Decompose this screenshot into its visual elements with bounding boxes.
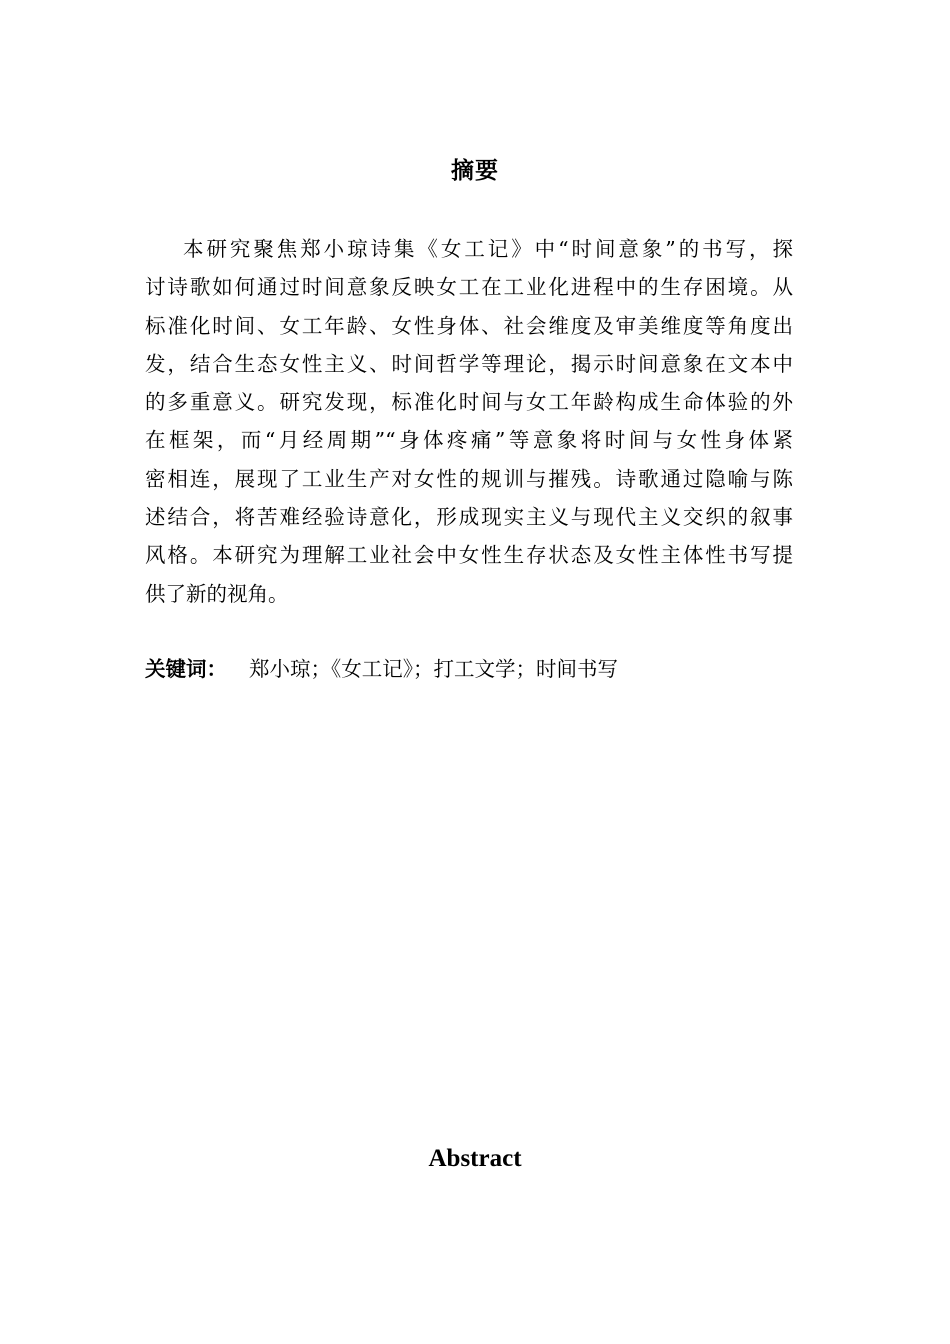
abstract-line: 本研究聚焦郑小琼诗集《女工记》中“时间意象”的书写，探 — [183, 237, 793, 261]
abstract-line: 发，结合生态女性主义、时间哲学等理论，揭示时间意象在文本中 — [145, 351, 793, 376]
abstract-title-cn: 摘要 — [451, 158, 499, 184]
keywords-row — [145, 651, 805, 687]
abstract-title-en: Abstract — [428, 1145, 522, 1172]
keywords-label: 关键词： — [145, 657, 227, 681]
keywords-value: 郑小琼；《女工记》；打工文学；时间书写 — [249, 657, 618, 681]
abstract-line: 在框架，而“月经周期”“身体疼痛”等意象将时间与女性身体紧 — [145, 428, 793, 453]
abstract-body-cn — [145, 230, 793, 613]
abstract-line: 供了新的视角。 — [145, 581, 289, 606]
abstract-line: 的多重意义。研究发现，标准化时间与女工年龄构成生命体验的外 — [145, 390, 793, 415]
abstract-line: 风格。本研究为理解工业社会中女性生存状态及女性主体性书写提 — [145, 543, 793, 568]
abstract-line: 标准化时间、女工年龄、女性身体、社会维度及审美维度等角度出 — [145, 313, 793, 338]
abstract-line: 述结合，将苦难经验诗意化，形成现实主义与现代主义交织的叙事 — [145, 505, 793, 530]
abstract-line: 讨诗歌如何通过时间意象反映女工在工业化进程中的生存困境。从 — [145, 275, 793, 300]
abstract-line: 密相连，展现了工业生产对女性的规训与摧残。诗歌通过隐喻与陈 — [145, 466, 793, 491]
